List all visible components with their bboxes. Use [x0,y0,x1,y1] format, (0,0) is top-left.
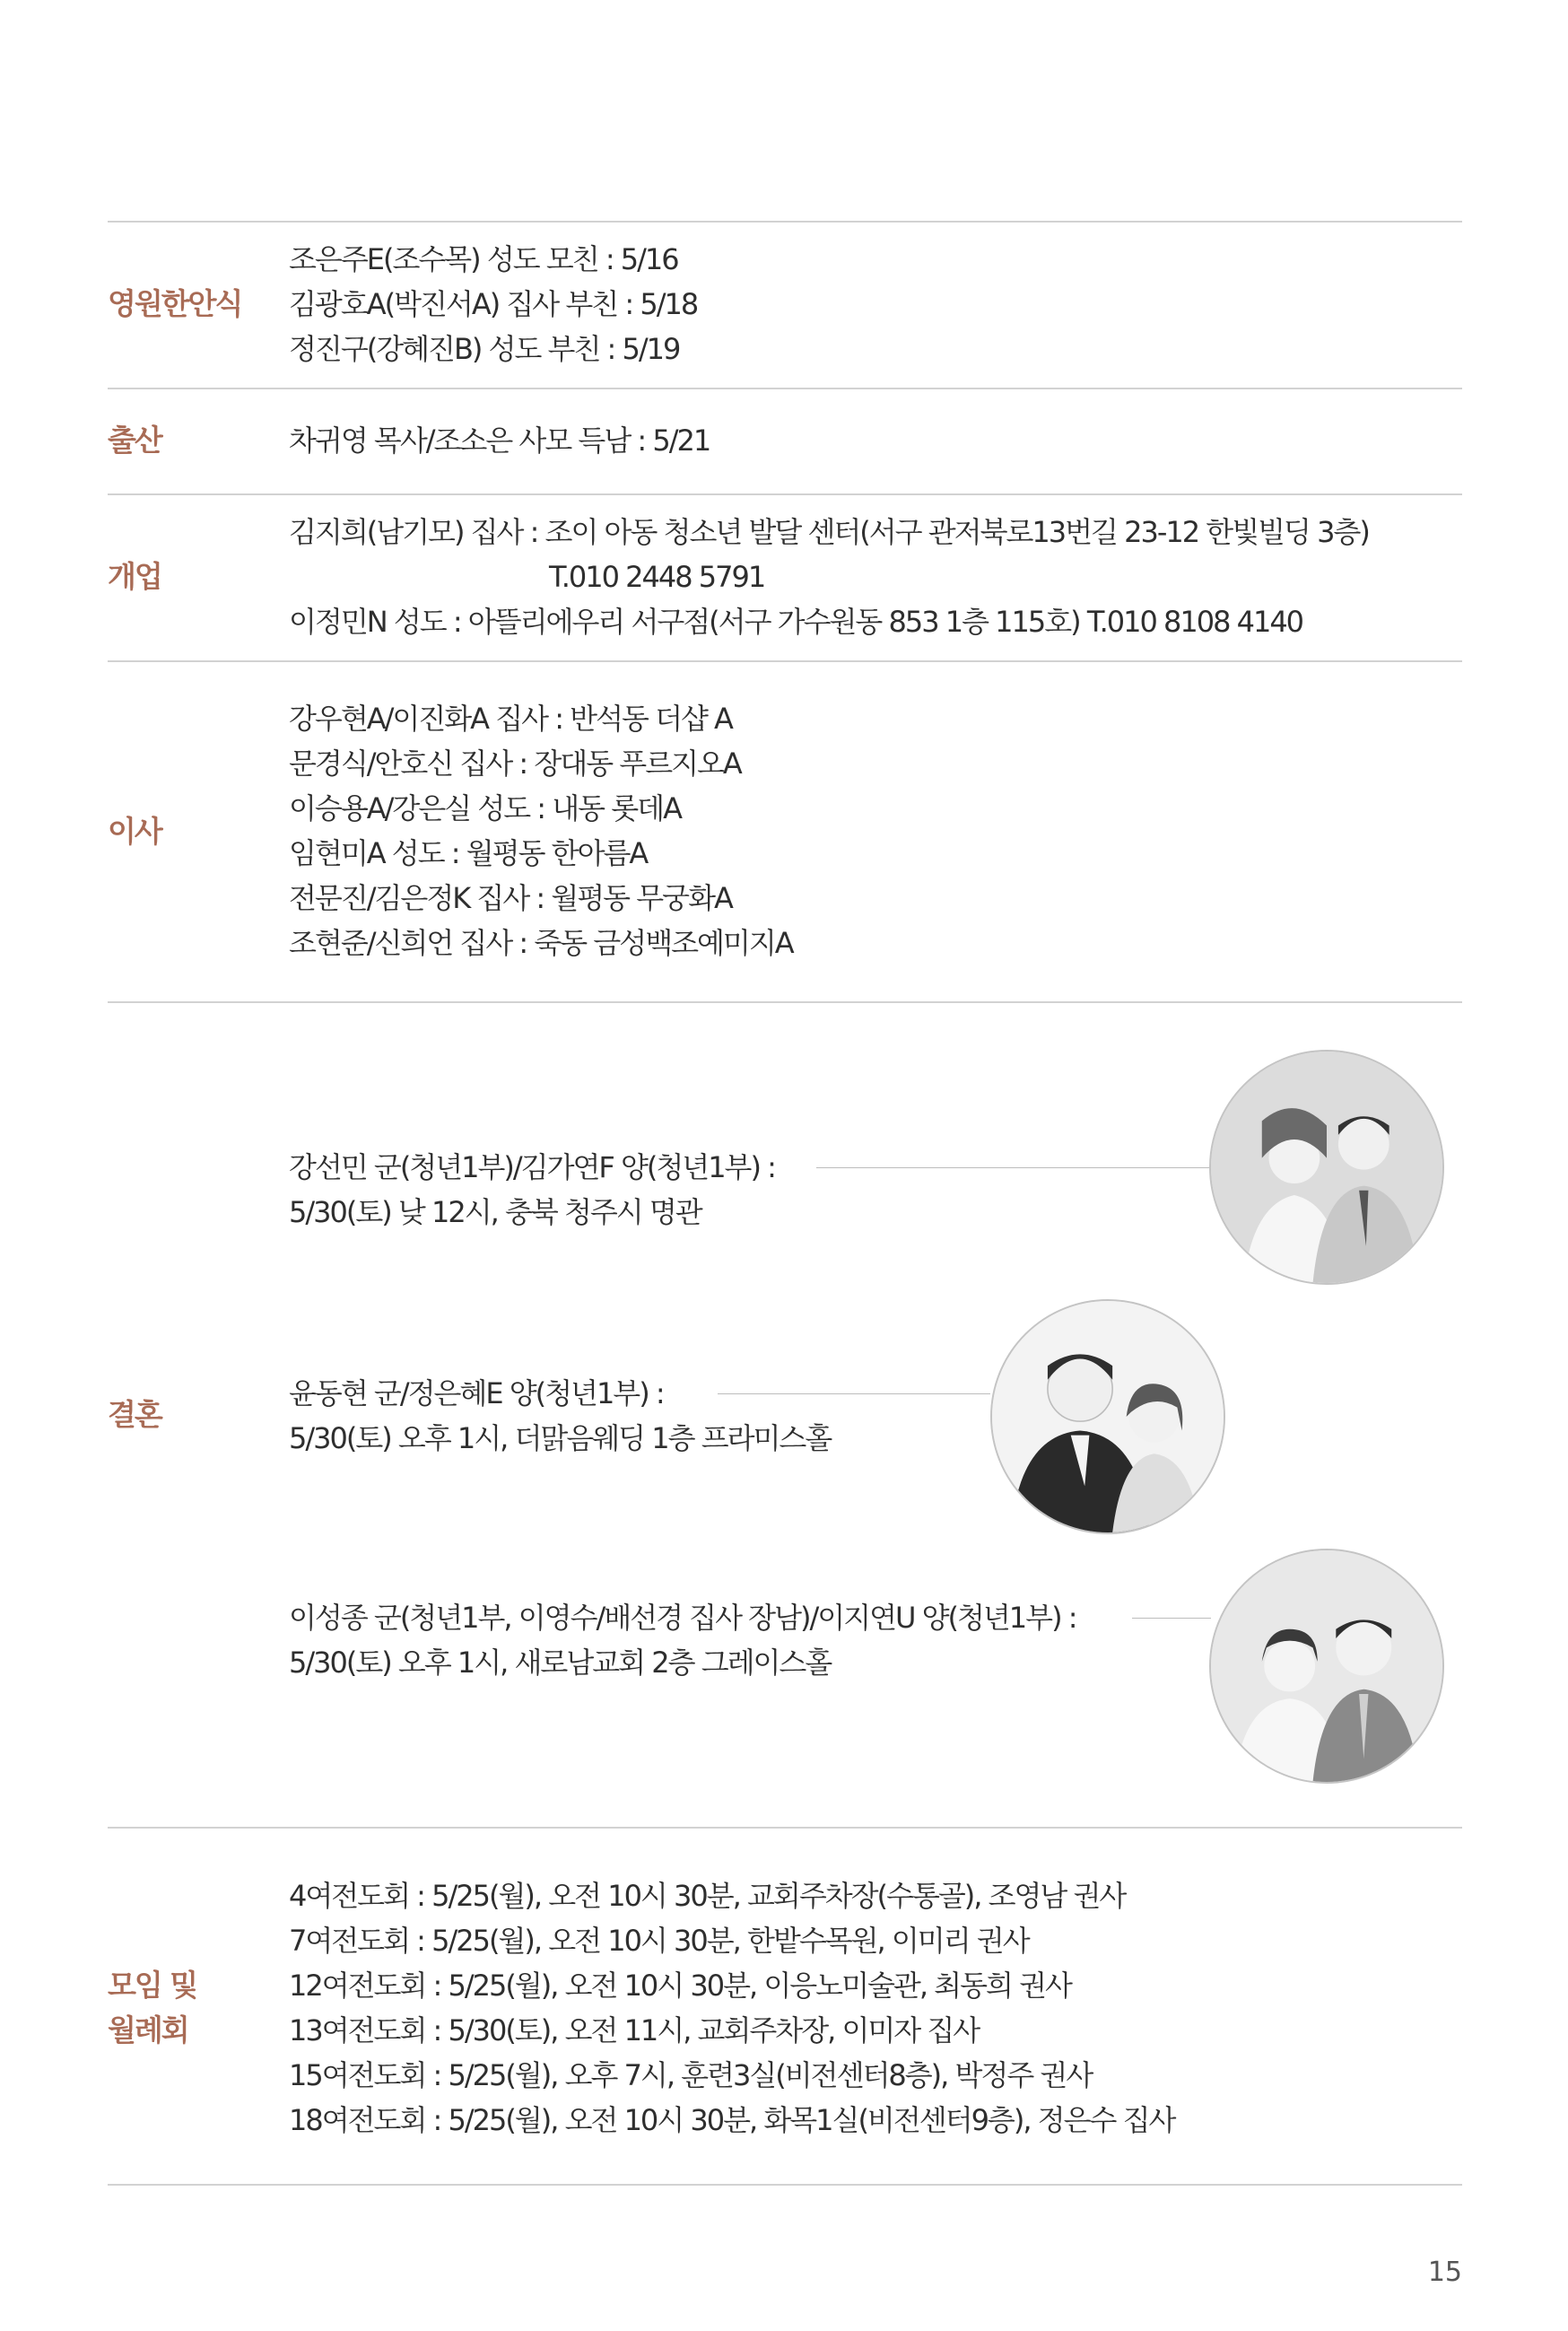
birth-list [289,418,710,463]
list-item: 전문진/김은정K 집사 : 월평동 무궁화A [289,881,732,915]
wedding-detail: 5/30(토) 낮 12시, 충북 청주시 명관 [289,1195,701,1229]
category-meetings-line: 월례회 [108,2012,188,2047]
category-moving: 이사 [108,814,161,849]
list-item: 15여전도회 : 5/25(월), 오후 7시, 훈련3실(비전센터8층), 박정주 권사 [289,2058,1093,2092]
category-meetings-line: 모임 및 [108,1968,197,2003]
divider [108,221,1462,223]
list-item: 차귀영 목사/조소은 사모 득남 : 5/21 [289,423,710,458]
connector-line [816,1167,1211,1168]
couple-photo-icon [1211,1550,1442,1782]
list-item: 12여전도회 : 5/25(월), 오전 10시 30분, 이응노미술관, 최동희 권사 [289,1969,1071,2003]
category-meetings [108,1963,196,2053]
category-opening: 개업 [108,559,161,594]
list-item: 임현미A 성도 : 월평동 한아름A [289,836,648,870]
category-condolence: 영원한안식 [108,286,242,321]
list-item: 김광호A(박진서A) 집사 부친 : 5/18 [289,287,698,321]
divider [108,2184,1462,2186]
category-birth: 출산 [108,423,161,458]
category-wedding: 결혼 [108,1397,161,1432]
list-item-phone: T.010 2448 5791 [549,560,765,594]
wedding-detail: 5/30(토) 오후 1시, 새로남교회 2층 그레이스홀 [289,1646,832,1680]
couple-photo-icon [992,1301,1224,1532]
page-number: 15 [1427,2257,1462,2288]
wedding-couple: 강선민 군(청년1부)/김가연F 양(청년1부) : [289,1150,775,1184]
list-item: 18여전도회 : 5/25(월), 오전 10시 30분, 화목1실(비전센터9층), 정은수 집사 [289,2103,1175,2137]
list-item: 조현준/신희언 집사 : 죽동 금성백조예미지A [289,926,793,960]
list-item: 김지희(남기모) 집사 : 조이 아동 청소년 발달 센터(서구 관저북로13번길 23-12 한빛빌딩 3층) [289,515,1369,549]
list-item: 7여전도회 : 5/25(월), 오전 10시 30분, 한밭수목원, 이미리 권사 [289,1924,1029,1958]
list-item: 조은주E(조수목) 성도 모친 : 5/16 [289,242,678,276]
list-item: 13여전도회 : 5/30(토), 오전 11시, 교회주차장, 이미자 집사 [289,2013,980,2047]
condolence-list [289,237,697,371]
connector-line [718,1393,990,1394]
wedding-entry [289,1371,831,1461]
couple-photo [1209,1549,1444,1784]
list-item: 정진구(강혜진B) 성도 부친 : 5/19 [289,332,680,366]
divider [108,1827,1462,1829]
wedding-entry [289,1145,775,1235]
couple-photo [990,1299,1225,1534]
wedding-detail: 5/30(토) 오후 1시, 더맑음웨딩 1층 프라미스홀 [289,1421,832,1455]
moving-list [289,696,793,965]
couple-photo [1209,1050,1444,1285]
divider [108,660,1462,662]
wedding-couple: 이성종 군(청년1부, 이영수/배선경 집사 장남)/이지연U 양(청년1부) : [289,1601,1076,1635]
divider [108,388,1462,389]
list-item: 문경식/안호신 집사 : 장대동 푸르지오A [289,746,741,781]
wedding-couple: 윤동현 군/정은혜E 양(청년1부) : [289,1376,664,1410]
divider [108,493,1462,495]
list-item: 이정민N 성도 : 아뜰리에우리 서구점(서구 가수원동 853 1층 115호) T.010 8108 4140 [289,605,1303,639]
connector-line [1132,1618,1211,1619]
list-item: 이승용A/강은실 성도 : 내동 롯데A [289,791,681,825]
list-item: 강우현A/이진화A 집사 : 반석동 더샵 A [289,702,732,736]
meetings-list [289,1873,1174,2143]
couple-photo-icon [1211,1052,1442,1283]
opening-list [289,510,1369,644]
list-item: 4여전도회 : 5/25(월), 오전 10시 30분, 교회주차장(수통골), 조영남 권사 [289,1879,1126,1913]
wedding-entry [289,1595,1076,1685]
divider [108,1001,1462,1003]
